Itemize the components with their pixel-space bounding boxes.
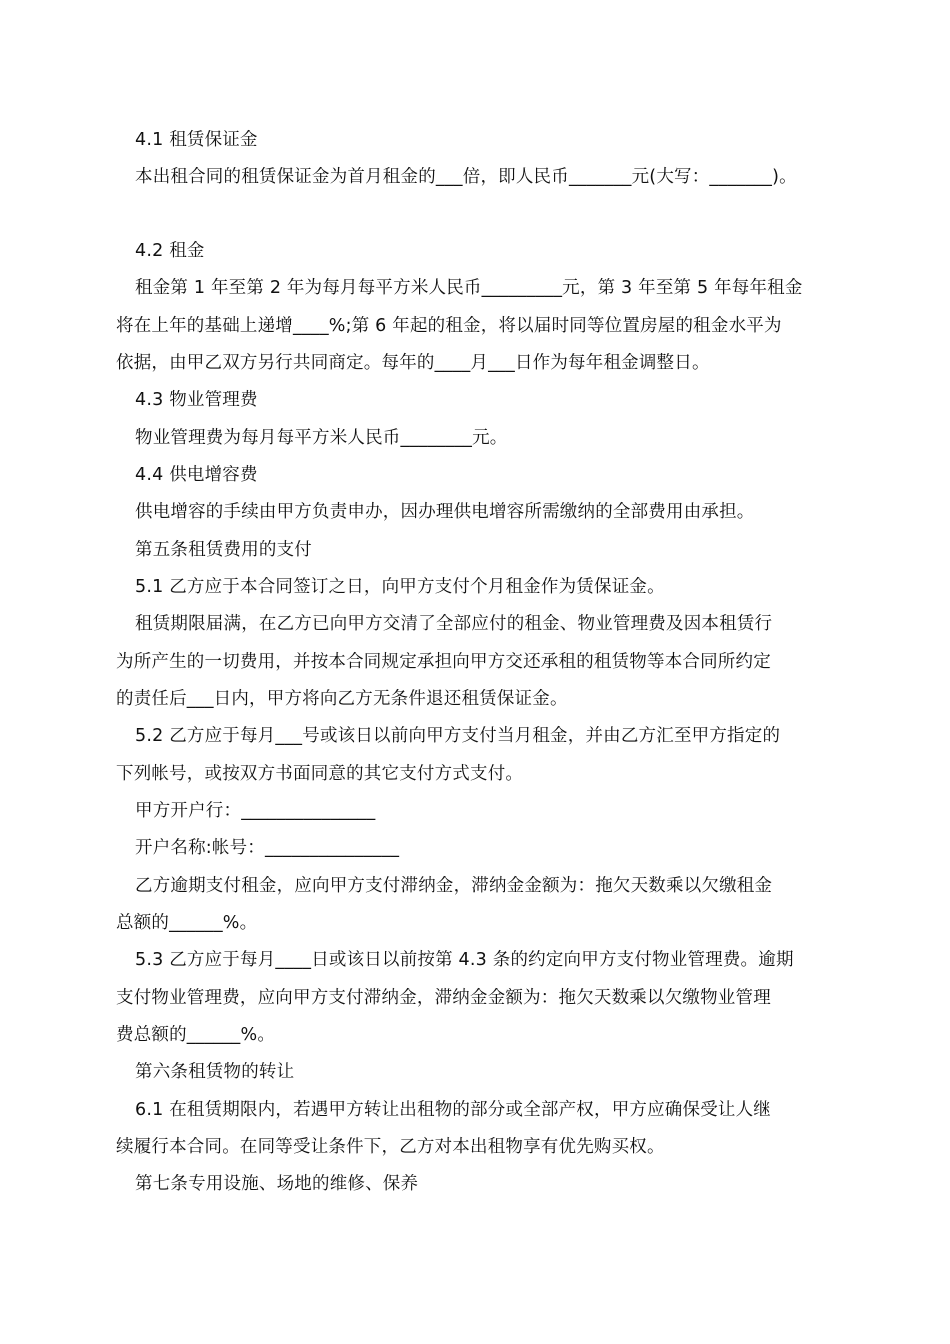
article-7-heading: 第七条专用设施、场地的维修、保养 <box>135 1174 419 1194</box>
late-rent-line-2: 总额的______%。 <box>116 913 258 933</box>
section-4-1-heading: 4.1 租赁保证金 <box>135 130 258 150</box>
bank-line: 甲方开户行：_______________ <box>135 801 376 821</box>
section-4-3-heading: 4.3 物业管理费 <box>135 390 258 410</box>
account-line: 开户名称:帐号：_______________ <box>135 838 400 858</box>
refund-paragraph-line-3: 的责任后___日内，甲方将向乙方无条件退还租赁保证金。 <box>116 689 568 709</box>
section-6-1-line-2: 续履行本合同。在同等受让条件下，乙方对本出租物享有优先购买权。 <box>116 1137 665 1157</box>
refund-paragraph-line-1: 租赁期限届满，在乙方已向甲方交清了全部应付的租金、物业管理费及因本租赁行 <box>135 614 773 634</box>
refund-paragraph-line-2: 为所产生的一切费用，并按本合同规定承担向甲方交还承租的租赁物等本合同所约定 <box>116 652 771 672</box>
section-4-2-heading: 4.2 租金 <box>135 241 205 261</box>
late-rent-line-1: 乙方逾期支付租金，应向甲方支付滞纳金，滞纳金金额为：拖欠天数乘以欠缴租金 <box>135 876 773 896</box>
section-5-3-line-3: 费总额的______%。 <box>116 1025 276 1045</box>
section-4-2-line-2: 将在上年的基础上递增____%;第 6 年起的租金，将以届时同等位置房屋的租金水平为 <box>116 316 782 336</box>
section-5-1-text: 5.1 乙方应于本合同签订之日，向甲方支付个月租金作为赁保证金。 <box>135 577 665 597</box>
section-5-3-line-2: 支付物业管理费，应向甲方支付滞纳金，滞纳金金额为：拖欠天数乘以欠缴物业管理 <box>116 988 771 1008</box>
section-4-2-line-1: 租金第 1 年至第 2 年为每月每平方米人民币_________元，第 3 年至第 5 年每年租金 <box>135 278 803 298</box>
article-6-heading: 第六条租赁物的转让 <box>135 1062 295 1082</box>
section-4-4-text: 供电增容的手续由甲方负责申办，因办理供电增容所需缴纳的全部费用由承担。 <box>135 502 755 522</box>
article-5-heading: 第五条租赁费用的支付 <box>135 540 312 560</box>
section-6-1-line-1: 6.1 在租赁期限内，若遇甲方转让出租物的部分或全部产权，甲方应确保受让人继 <box>135 1100 771 1120</box>
section-4-2-line-3: 依据，由甲乙双方另行共同商定。每年的____月___日作为每年租金调整日。 <box>116 353 710 373</box>
section-4-4-heading: 4.4 供电增容费 <box>135 465 258 485</box>
section-4-1-text: 本出租合同的租赁保证金为首月租金的___倍，即人民币_______元(大写：_______)。 <box>135 167 797 187</box>
section-4-3-text: 物业管理费为每月每平方米人民币________元。 <box>135 428 508 448</box>
section-5-3-line-1: 5.3 乙方应于每月____日或该日以前按第 4.3 条的约定向甲方支付物业管理费。逾期 <box>135 950 794 970</box>
section-5-2-line-2: 下列帐号，或按双方书面同意的其它支付方式支付。 <box>116 764 524 784</box>
section-5-2-line-1: 5.2 乙方应于每月___号或该日以前向甲方支付当月租金，并由乙方汇至甲方指定的 <box>135 726 781 746</box>
